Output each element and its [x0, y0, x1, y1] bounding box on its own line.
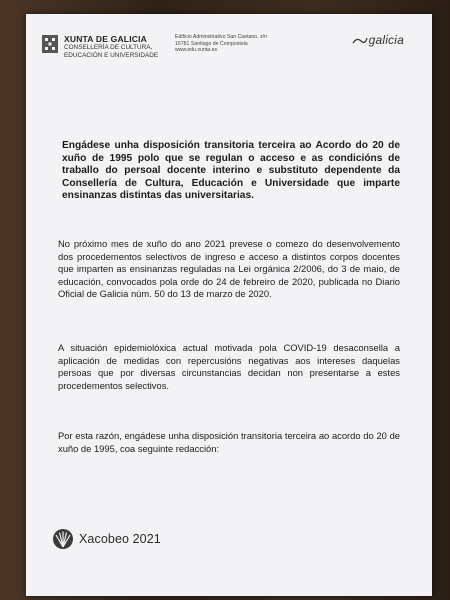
dept-line-1: CONSELLERÍA DE CULTURA, [64, 44, 153, 51]
xacobeo-shell-icon [52, 528, 74, 550]
paragraph-2: A situación epidemiolóxica actual motivada pola COVID-19 desaconsella a aplicación de medidas con repercusións negativas aos intereses daquelas persoas que por diversas circunstancias decidan non presentarse a estes procedementos selectivos. [58, 342, 400, 391]
dept-line-2: EDUCACIÓN E UNIVERSIDADE [64, 51, 159, 59]
xacobeo-logo-text: Xacobeo 2021 [79, 532, 161, 546]
xunta-crest-icon [41, 34, 59, 54]
xacobeo-logo [52, 528, 161, 550]
address-line-1: Edificio Administrativo San Caetano, s/n [175, 34, 267, 40]
address-line-2: 15781 Santiago de Compostela [175, 40, 248, 47]
galicia-wave-icon [352, 36, 368, 45]
org-name: XUNTA DE GALICIA [64, 34, 148, 44]
document-page [26, 14, 432, 596]
document-heading: Engádese unha disposición transitoria terceira ao Acordo do 20 de xuño de 1995 polo que se regulan o acceso e as condicións de traballo do persoal docente interino e substituto dependente da Consellería de Cultura, Educación e Universidade que imparte ensinanzas distintas das universitarias. [62, 140, 400, 202]
xunta-text-block [64, 34, 158, 59]
address-block [175, 34, 267, 54]
galicia-logo-text: galicia [368, 33, 404, 47]
paragraph-3: Por esta razón, engádese unha disposición transitoria terceira ao acordo do 20 de xuño de 1995, coa seguinte redacción: [58, 430, 400, 454]
xunta-logo [41, 34, 158, 59]
paragraph-1: No próximo mes de xuño do ano 2021 prevese o comezo do desenvolvemento dos procedementos selectivos de ingreso e acceso a distintos corpos docentes que imparten as ensinanzas reguladas na Lei orgánica 2/2006, do 3 de maio, de educación, convocados pola orde do 24 de febreiro de 2020, publicada no Diario Oficial de Galicia núm. 50 do 13 de marzo de 2020. [58, 238, 400, 300]
address-line-3: www.edu.xunta.es [175, 47, 218, 54]
galicia-brand-logo [352, 33, 404, 47]
